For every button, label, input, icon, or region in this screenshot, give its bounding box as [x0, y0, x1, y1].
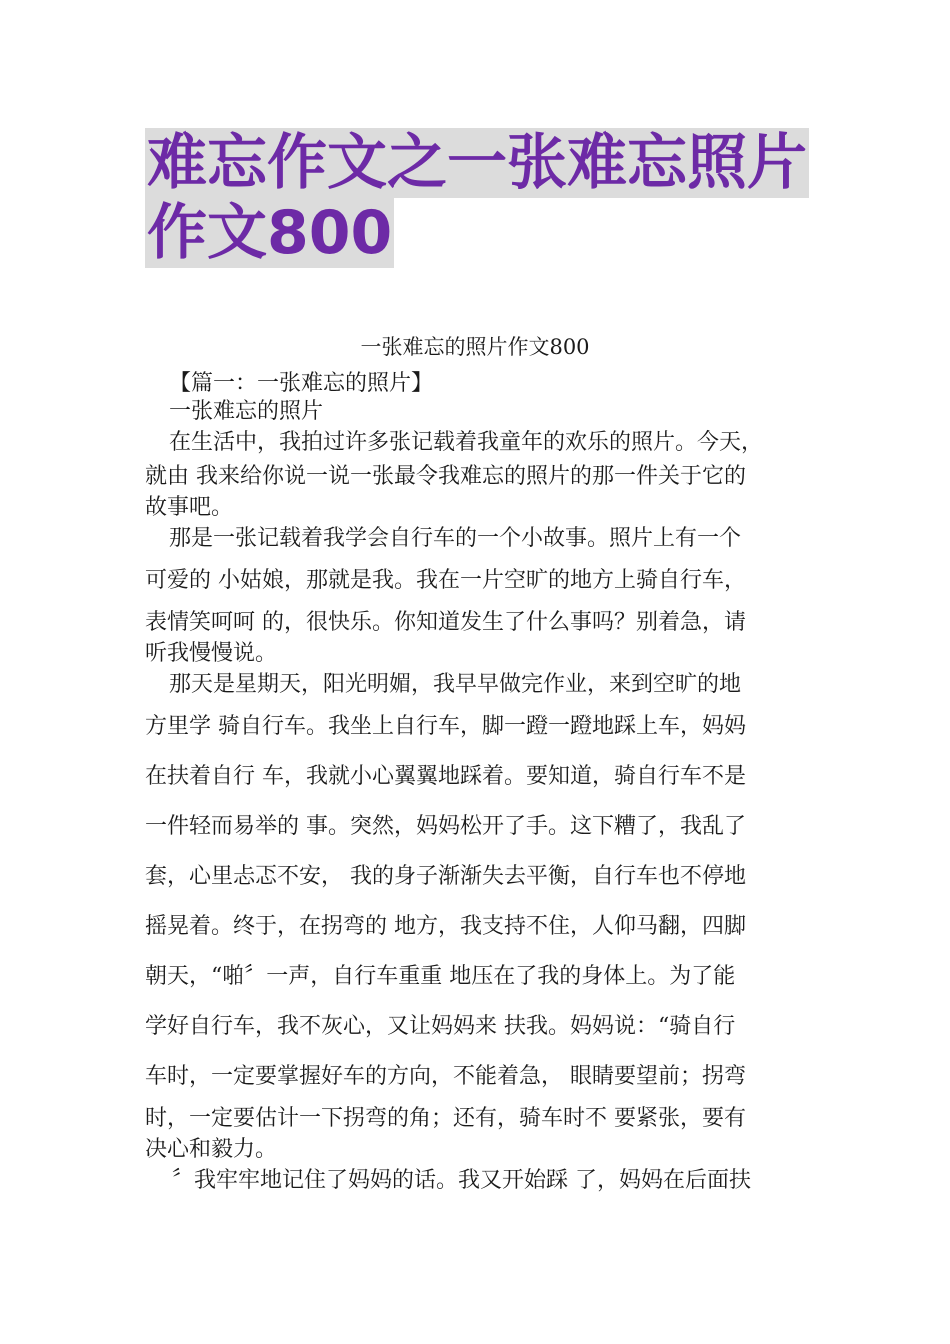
text-line: 听我慢慢说。 — [145, 641, 278, 666]
text-line: 朝天，“啪〞一声，自行车重重 地压在了我的身体上。为了能 — [145, 964, 736, 989]
document-title — [145, 128, 825, 268]
text-line: 那是一张记载着我学会自行车的一个小故事。照片上有一个 — [169, 526, 742, 551]
text-line: 那天是星期天，阳光明媚，我早早做完作业，来到空旷的地 — [169, 672, 742, 697]
text-line: 表情笑呵呵 的，很快乐。你知道发生了什么事吗？别着急，请 — [145, 610, 746, 635]
text-line: 在生活中，我拍过许多张记载着我童年的欢乐的照片。今天， — [169, 430, 764, 455]
text-line: 〞我牢牢地记住了妈妈的话。我又开始踩 了，妈妈在后面扶 — [172, 1168, 751, 1193]
section-heading: 【篇一：一张难忘的照片】 — [169, 371, 434, 396]
text-line: 一件轻而易举的 事。突然，妈妈松开了手。这下糟了，我乱了 — [145, 814, 746, 839]
text-line: 方里学 骑自行车。我坐上自行车，脚一蹬一蹬地踩上车，妈妈 — [145, 714, 746, 739]
text-line: 时，一定要估计一下拐弯的角；还有，骑车时不 要紧张，要有 — [145, 1106, 746, 1131]
article-body — [145, 370, 805, 1198]
text-line: 就由 我来给你说一说一张最令我难忘的照片的那一件关于它的 — [145, 464, 746, 489]
text-line: 故事吧。 — [145, 495, 234, 520]
title-line-1: 难忘作文之一张难忘照片 — [147, 128, 807, 198]
text-line: 摇晃着。终于，在拐弯的 地方，我支持不住，人仰马翻，四脚 — [145, 914, 746, 939]
text-line: 车时，一定要掌握好车的方向，不能着急， 眼睛要望前；拐弯 — [145, 1064, 746, 1089]
article-subtitle: 一张难忘的照片作文800 — [360, 335, 590, 359]
text-line: 可爱的 小姑娘，那就是我。我在一片空旷的地方上骑自行车， — [145, 568, 746, 593]
text-line: 决心和毅力。 — [145, 1137, 278, 1162]
section-subtitle: 一张难忘的照片 — [169, 399, 324, 424]
title-line-2: 作文800 — [147, 198, 393, 268]
text-line: 在扶着自行 车，我就小心翼翼地踩着。要知道，骑自行车不是 — [145, 764, 746, 789]
text-line: 套，心里忐忑不安， 我的身子渐渐失去平衡，自行车也不停地 — [145, 864, 746, 889]
text-line: 学好自行车，我不灰心，又让妈妈来 扶我。妈妈说：“骑自行 — [145, 1014, 736, 1039]
